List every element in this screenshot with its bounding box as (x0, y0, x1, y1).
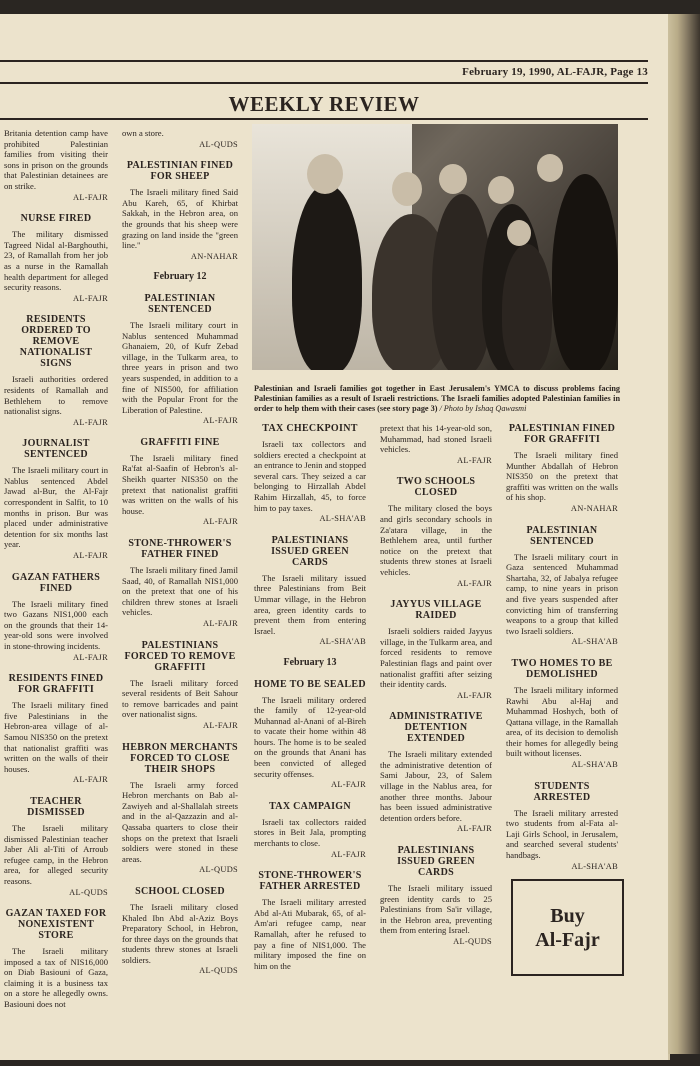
article-headline: RESIDENTS ORDERED TO REMOVE NATIONALIST SIGNS (19, 314, 93, 370)
news-column-3 (254, 423, 366, 971)
date-heading: February 12 (153, 271, 207, 283)
article-body: Britania detention camp have prohibited Palestinian families from visiting their sons in prison on the grounds that Palestinian detainees are on strike. (4, 128, 108, 191)
article-headline: RESIDENTS FINED FOR GRAFFITI (8, 673, 104, 696)
photo-face (537, 154, 563, 182)
article-source: AL-SHA'AB (571, 861, 618, 871)
article-headline: PALESTINIAN FINED FOR SHEEP (126, 160, 234, 183)
article-body: Israeli authorities ordered residents of Ramallah and Bethlehem to remove nationalist signs. (4, 374, 108, 417)
article-body: own a store. (122, 128, 164, 138)
article-source: AL-FAJR (331, 849, 366, 859)
article-source: AL-SHA'AB (319, 514, 366, 524)
article-headline: HOME TO BE SEALED (254, 678, 366, 690)
article-body: The Israeli military ordered the family of 12-year-old Muhannad al-Anani of al-Bireh to vacate their home within 48 hours. The home is to be sealed on the grounds that Anani has been convicted of alleged security offenses. (254, 694, 366, 779)
article-body: Israeli soldiers raided Jayyus village, in the Tulkarm area, and forced residents to remove Palestinian flags and paint over nationalist graffiti after seizing their identity cards. (380, 626, 492, 690)
photo-face (439, 164, 467, 194)
photo-face (488, 176, 514, 204)
article-headline: STONE-THROWER'S FATHER ARRESTED (258, 870, 362, 893)
article-body: The Israeli military issued green identity cards to 25 Palestinians from Sa'ir village, in the Hebron area, preventing them from entering Israel. (380, 883, 492, 936)
article-body: The Israeli military fined five Palestinians in the Hebron-area village of al-Samou NIS350 on the pretext that nationalist graffiti was written on the walls of their houses. (4, 700, 108, 774)
news-photo (252, 124, 618, 370)
article-headline: PALESTINIAN SENTENCED (526, 524, 598, 547)
photo-face (507, 220, 531, 246)
article-source: AL-FAJR (203, 416, 238, 426)
photo-person (502, 244, 552, 370)
photo-face (307, 154, 343, 194)
article-body: The Israeli military fined two Gazans NIS1,000 each on the grounds that their 14-year-old sons were involved in stone-throwing incidents. (4, 598, 108, 651)
article-headline: ADMINISTRATIVE DETENTION EXTENDED (389, 711, 483, 745)
article-body: The Israeli military fined Said Abu Kareh, 65, of Khirbat Sakkah, in the Hebron area, on the grounds that his sheep were grazing on land inside the "green line." (122, 187, 238, 251)
article-source: AL-FAJR (457, 690, 492, 700)
article-body: pretext that his 14-year-old son, Muhammad, had stoned Israeli vehicles. (380, 423, 492, 455)
article-headline: STONE-THROWER'S FATHER FINED (128, 538, 232, 561)
article-body: The Israeli military closed Khaled Ibn Abd al-Aziz Boys Preparatory School, in Hebron, for three days on the grounds that students threw stones at Israeli soldiers. (122, 901, 238, 965)
article-body: The Israeli army forced Hebron merchants on Bab al-Zawiyeh and al-Shallalah streets and in the al-Qazzazin and al-Qassaba quarters to close their shops on the pretext that Israeli soldiers were stoned in these areas. (122, 779, 238, 864)
article-headline: GRAFFITI FINE (140, 436, 220, 448)
date-heading: February 13 (283, 656, 337, 668)
header-rule-bottom (0, 118, 648, 120)
article-body: The Israeli military fined Ra'fat al-Saafin of Hebron's al-Sheikh quarter NIS350 on the pretext that nationalist graffiti was written on the walls of his house. (122, 452, 238, 516)
article-headline: PALESTINIAN FINED FOR GRAFFITI (508, 423, 616, 445)
article-headline: TWO HOMES TO BE DEMOLISHED (511, 657, 613, 680)
book-page-edge (668, 14, 700, 1054)
photo-caption (254, 384, 620, 414)
article-source: AL-FAJR (457, 455, 492, 465)
article-source: AL-FAJR (203, 517, 238, 527)
article-source: AL-FAJR (73, 551, 108, 561)
section-banner: WEEKLY REVIEW (228, 92, 420, 116)
article-body: The Israeli military fined Munther Abdallah of Hebron NIS350 on the pretext that graffiti was written on the walls of his shop. (506, 450, 618, 503)
article-source: AL-QUDS (199, 139, 238, 149)
article-headline: JOURNALIST SENTENCED (22, 438, 90, 461)
article-body: The military closed the boys and girls secondary schools in Za'atara village, in the Bethlehem area, until further notice on the pretext that students threw stones at Israeli vehicles. (380, 503, 492, 577)
article-body: The Israeli military fined Jamil Saad, 40, of Ramallah NIS1,000 on the pretext that one of his children threw stones at Israeli vehicles. (122, 565, 238, 618)
article-headline: JAYYUS VILLAGE RAIDED (390, 599, 482, 622)
article-headline: TAX CAMPAIGN (269, 800, 351, 812)
news-column-2 (122, 128, 238, 977)
article-source: AL-FAJR (73, 652, 108, 662)
article-source: AN-NAHAR (190, 251, 238, 261)
article-body: The Israeli military court in Nablus sentenced Abdel Jawad al-Bur, the Al-Fajr correspondent in Salfit, to 10 months in prison. Bur was placed under administrative detention for six months last year. (4, 465, 108, 550)
article-headline: SCHOOL CLOSED (135, 885, 225, 897)
page-dateline: February 19, 1990, AL-FAJR, Page 13 (462, 66, 648, 78)
article-headline: PALESTINIANS ISSUED GREEN CARDS (397, 845, 475, 879)
photo-caption-text: Palestinian and Israeli families got together in East Jerusalem's YMCA to discuss problems facing Palestinian families as a result of Israeli restrictions. The Israeli families adopted Palestinian families in order to help them with their cases (see story page 3) (254, 384, 620, 413)
article-headline: GAZAN TAXED FOR NONEXISTENT STORE (5, 908, 107, 942)
article-body: The Israeli military extended the administrative detention of Sami Jabour, 23, of Salem village in the Nablus area, for another three months. Jabour has been issued administrative detention orders before. (380, 749, 492, 823)
article-source: AL-QUDS (199, 966, 238, 976)
photo-person (292, 184, 362, 370)
buy-box-line-2: Al-Fajr (535, 928, 600, 951)
article-body: The military dismissed Tagreed Nidal al-Barghouthi, 23, of Ramallah from her job as a nurse in the Ramallah health department for alleged security reasons. (4, 229, 108, 293)
article-headline: HEBRON MERCHANTS FORCED TO CLOSE THEIR SHOPS (122, 741, 238, 775)
article-source: AL-SHA'AB (571, 637, 618, 647)
news-column-1 (4, 128, 108, 1010)
photo-credit: / Photo by Ishaq Qawasmi (439, 404, 527, 413)
article-source: AL-QUDS (453, 937, 492, 946)
article-headline: TWO SCHOOLS CLOSED (396, 476, 476, 499)
article-source: AL-FAJR (457, 578, 492, 588)
photo-person (552, 174, 618, 370)
article-source: AL-FAJR (73, 293, 108, 303)
article-headline: NURSE FIRED (20, 213, 92, 225)
article-source: AL-FAJR (73, 192, 108, 202)
article-headline: PALESTINIANS FORCED TO REMOVE GRAFFITI (124, 639, 236, 673)
buy-box-line-1: Buy (550, 904, 585, 927)
photo-face (392, 172, 422, 206)
article-body: The Israeli military forced several residents of Beit Sahour to remove barricades and paint over nationalist signs. (122, 677, 238, 720)
news-column-5 (506, 423, 618, 872)
article-source: AL-QUDS (69, 887, 108, 897)
article-source: AL-FAJR (203, 619, 238, 628)
header-rule-middle (0, 82, 648, 84)
article-body: Israeli tax collectors and soldiers erected a checkpoint at an entrance to Jenin and stopped several cars. They seized a car belonging to Hirzallah Abdel Rahim Hirzallah, 45, to force him to pay taxes. (254, 439, 366, 513)
article-source: AN-NAHAR (570, 503, 618, 513)
article-source: AL-QUDS (199, 865, 238, 875)
article-body: The Israeli military informed Rawhi Abu al-Haj and Muhammad Hoshych, both of Qattana village, in the Ramallah area, of its decision to demolish their homes for allegedly being built without licenses. (506, 684, 618, 759)
article-source: AL-SHA'AB (571, 760, 618, 770)
article-source: AL-FAJR (73, 417, 108, 427)
article-body: The Israeli military arrested two students from al-Fata al-Laji Girls School, in Jerusalem, and searched several students' handbags. (506, 807, 618, 861)
article-source: AL-SHA'AB (319, 637, 366, 647)
article-body: The Israeli military imposed a tax of NIS16,000 on Diab Basiouni of Gaza, claiming it is a business tax on a store he allegedly owns. Basiouni does not (4, 946, 108, 1010)
article-headline: PALESTINIANS ISSUED GREEN CARDS (271, 534, 349, 568)
article-source: AL-FAJR (203, 720, 238, 730)
article-headline: GAZAN FATHERS FINED (11, 571, 101, 594)
article-headline: STUDENTS ARRESTED (533, 780, 591, 803)
article-source: AL-FAJR (457, 824, 492, 834)
article-source: AL-FAJR (331, 780, 366, 790)
article-body: Israeli tax collectors raided stores in Beit Jala, prompting merchants to close. (254, 816, 366, 849)
header-rule-top (0, 60, 648, 62)
article-body: The Israeli military court in Gaza sentenced Muhammad Shartaha, 32, of Jabalya refugee camp, to nine years in prison and five years suspended after convicting him of transferring weapons to a group that killed two Israeli soldiers. (506, 551, 618, 636)
article-headline: TEACHER DISMISSED (27, 795, 85, 818)
buy-alfajr-box (511, 879, 624, 976)
article-headline: PALESTINIAN SENTENCED (144, 292, 216, 315)
article-body: The Israeli military arrested Abd al-Ati Mubarak, 65, of al-Am'ari refugee camp, near Ramallah, after he refused to pay a fine of NIS1,000. The military imposed the fine on him on the (254, 897, 366, 971)
article-body: The Israeli military court in Nablus sentenced Muhammad Ghanaiem, 20, of Kufr Zebad village, in the Tulkarm area, to three years in prison and two years suspended, in addition to a fine of NIS500, for affiliation with the Popular Front for the Liberation of Palestine. (122, 319, 238, 415)
news-column-4 (380, 423, 492, 948)
article-headline: TAX CHECKPOINT (262, 423, 358, 434)
article-body: The Israeli military dismissed Palestinian teacher Jaber Ali al-Titi of Arroub refugee camp, in the Hebron area, for alleged security reasons. (4, 822, 108, 886)
article-body: The Israeli military issued three Palestinians from Beit Ummar village, in the Hebron area, green identity cards to prevent them from entering Israel. (254, 572, 366, 636)
article-source: AL-FAJR (73, 775, 108, 785)
